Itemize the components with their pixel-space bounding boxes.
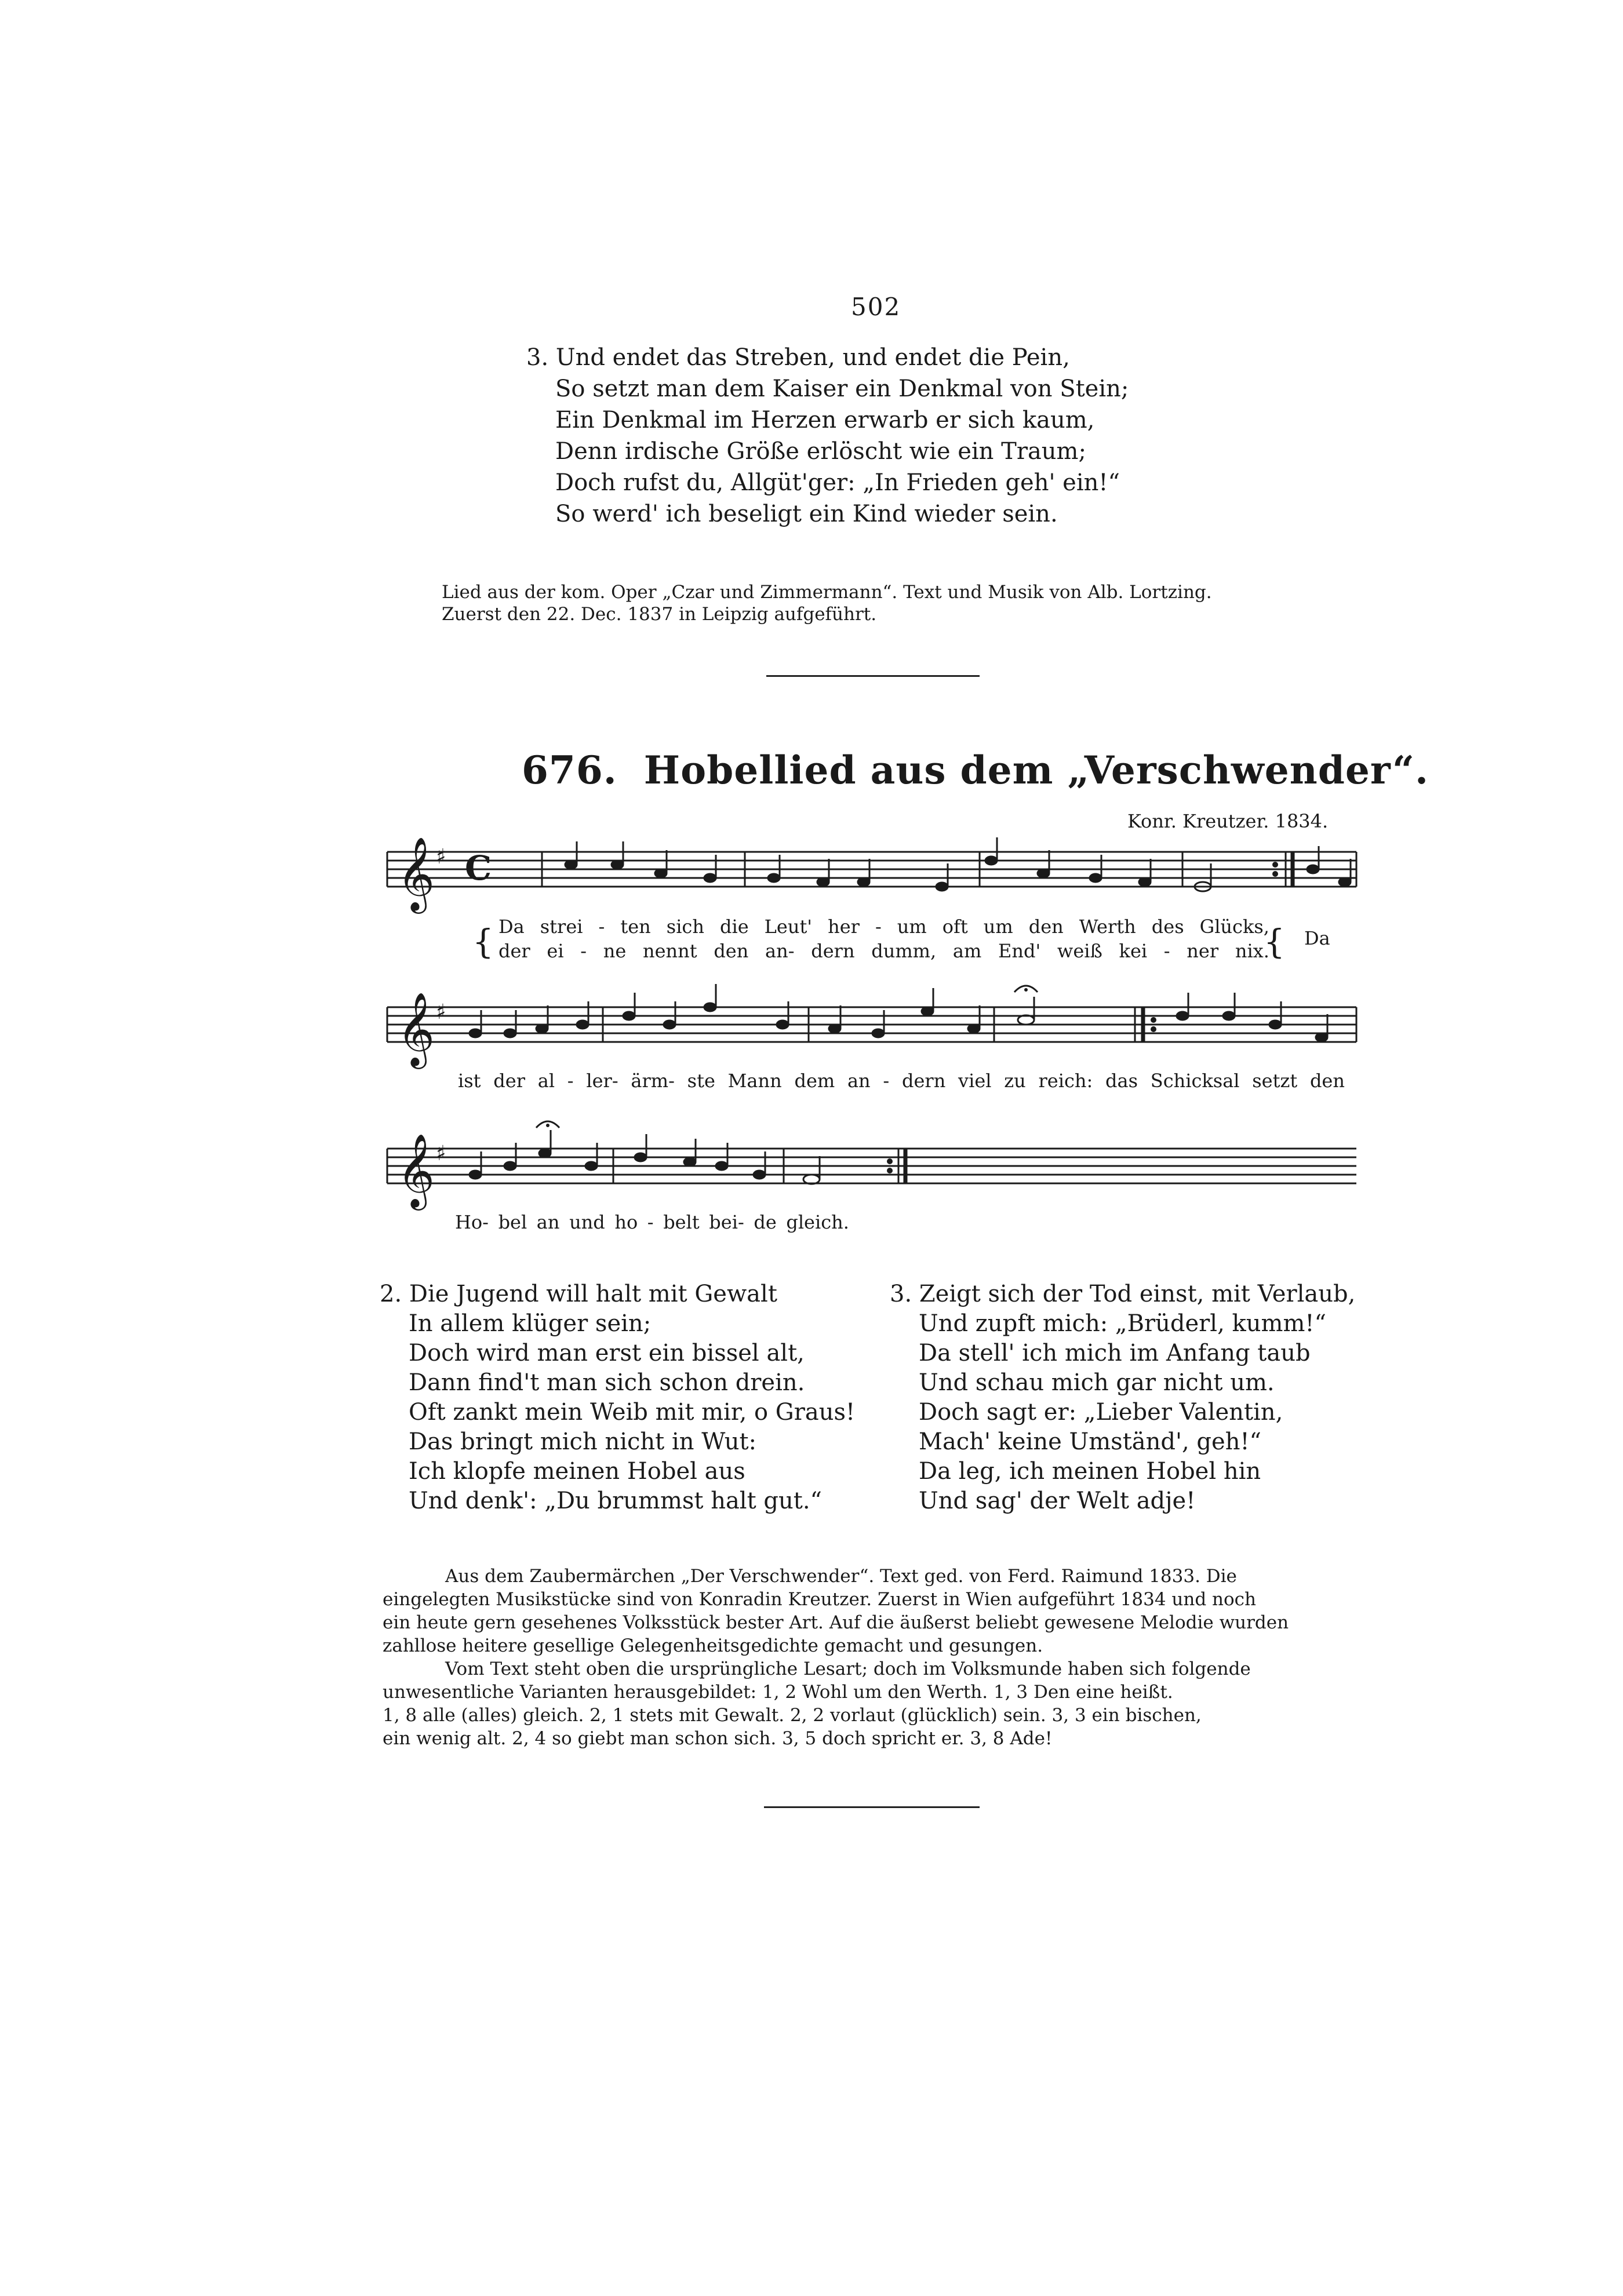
lyric-syllable: ei	[547, 940, 564, 962]
staff-system-3	[387, 1149, 1356, 1183]
svg-text:{: {	[1264, 922, 1285, 961]
lyric-syllable: des	[1151, 916, 1184, 938]
verse-line: Ich klopfe meinen Hobel aus	[409, 1458, 745, 1485]
verse-line: Und sag' der Welt adje!	[919, 1488, 1196, 1514]
verse-line: Und denk': „Du brummst halt gut.“	[409, 1488, 822, 1514]
lyric-syllable: bei-	[709, 1211, 744, 1233]
stanza-line: Denn irdische Größe erlöscht wie ein Traum;	[555, 438, 1086, 465]
verse-line: Oft zankt mein Weib mit mir, o Graus!	[409, 1399, 856, 1426]
lyric-syllable: Ho-	[455, 1211, 489, 1233]
lyric-syllable: sich	[666, 916, 704, 938]
svg-text:♯: ♯	[436, 1000, 446, 1024]
lyric-syllable: dern	[901, 1070, 946, 1092]
lyric-syllable: den	[714, 940, 749, 962]
lyric-syllable: am	[952, 940, 982, 962]
lyrics-system-1-right: Da	[1304, 927, 1330, 949]
lyric-syllable: -	[875, 916, 882, 938]
lyric-syllable: weiß	[1057, 940, 1102, 962]
verse-line: Und schau mich gar nicht um.	[919, 1369, 1275, 1396]
lyric-syllable: den	[1028, 916, 1064, 938]
commentary-line: unwesentliche Varianten herausgebildet: 1, 2 Wohl um den Werth. 1, 3 Den eine heißt.	[383, 1682, 1173, 1703]
lyric-syllable: an	[536, 1211, 560, 1233]
lyric-syllable: -	[883, 1070, 890, 1092]
lyric-syllable: der	[493, 1070, 525, 1092]
lyric-syllable: die	[719, 916, 749, 938]
lyric-syllable: um	[897, 916, 927, 938]
lyric-syllable: setzt	[1252, 1070, 1298, 1092]
verse-line: Und zupft mich: „Brüderl, kumm!“	[919, 1310, 1326, 1337]
lyric-syllable: gleich.	[786, 1211, 849, 1233]
lyric-syllable: der	[498, 940, 530, 962]
lyric-syllable: Glücks,	[1199, 916, 1269, 938]
lyric-syllable: an-	[765, 940, 795, 962]
lyric-syllable: -	[580, 940, 587, 962]
lyric-syllable: nix.	[1235, 940, 1269, 962]
lyrics-system-1-line-2	[498, 940, 1269, 962]
lyric-syllable: ner	[1187, 940, 1219, 962]
stanza-line: So werd' ich beseligt ein Kind wieder sein.	[555, 501, 1058, 527]
stanza-line: Doch rufst du, Allgüt'ger: „In Frieden geh' ein!“	[555, 469, 1120, 496]
lyric-syllable: -	[598, 916, 605, 938]
verse-line: Mach' keine Umständ', geh!“	[919, 1428, 1261, 1455]
lyric-syllable: Da	[498, 916, 525, 938]
lyric-syllable: -	[1163, 940, 1170, 962]
lyric-syllable: Werth	[1079, 916, 1136, 938]
commentary-line: zahllose heitere gesellige Gelegenheitsgedichte gemacht und gesungen.	[383, 1635, 1043, 1656]
lyric-syllable: Mann	[727, 1070, 782, 1092]
svg-text:{: {	[472, 922, 494, 961]
commentary	[383, 1565, 1289, 1750]
lyric-syllable: nennt	[643, 940, 697, 962]
verse-line: Da leg, ich meinen Hobel hin	[919, 1458, 1261, 1485]
lyric-syllable: an	[847, 1070, 871, 1092]
stanza-line: 3. Und endet das Streben, und endet die Pein,	[526, 344, 1070, 371]
page-number: 502	[851, 293, 901, 321]
lyric-syllable: strei	[540, 916, 583, 938]
verse-line: Das bringt mich nicht in Wut:	[409, 1428, 757, 1455]
lyric-syllable: dumm,	[871, 940, 937, 962]
lyric-syllable: End'	[998, 940, 1041, 962]
svg-text:𝄞: 𝄞	[397, 836, 435, 910]
lyric-syllable: oft	[942, 916, 968, 938]
notes-system-1	[565, 837, 1351, 891]
lyrics-system-3	[455, 1211, 849, 1233]
lyric-syllable: ärm-	[631, 1070, 675, 1092]
lyric-syllable: -	[567, 1070, 574, 1092]
lyric-syllable: al	[537, 1070, 555, 1092]
lyric-syllable: kei	[1119, 940, 1148, 962]
lyric-syllable: den	[1309, 1070, 1345, 1092]
verse-3	[890, 1280, 1355, 1516]
staff-system-2	[387, 1007, 1356, 1042]
verse-line: Doch wird man erst ein bissel alt,	[409, 1340, 805, 1366]
source-note-line: Zuerst den 22. Dec. 1837 in Leipzig aufgeführt.	[442, 604, 877, 625]
lyrics-system-2	[458, 1070, 1345, 1092]
source-note-line: Lied aus der kom. Oper „Czar und Zimmermann“. Text und Musik von Alb. Lortzing.	[442, 582, 1212, 603]
commentary-line: 1, 8 alle (alles) gleich. 2, 1 stets mit Gewalt. 2, 2 vorlaut (glücklich) sein. 3, 3 ein bischen,	[383, 1705, 1202, 1726]
verse-line: Doch sagt er: „Lieber Valentin,	[919, 1399, 1283, 1426]
commentary-line: eingelegten Musikstücke sind von Konradin Kreutzer. Zuerst in Wien aufgeführt 1834 und noch	[383, 1589, 1256, 1610]
lyric-syllable: reich:	[1038, 1070, 1093, 1092]
verse-2	[380, 1280, 855, 1516]
lyric-syllable: dem	[794, 1070, 835, 1092]
commentary-line: Vom Text steht oben die ursprüngliche Lesart; doch im Volksmunde haben sich folgende	[445, 1659, 1251, 1679]
lyric-syllable: ler-	[586, 1070, 618, 1092]
svg-text:♯: ♯	[436, 1142, 446, 1165]
verse-line: In allem klüger sein;	[409, 1310, 652, 1337]
lyric-syllable: um	[983, 916, 1013, 938]
svg-text:♯: ♯	[436, 845, 446, 869]
lyric-syllable: ste	[687, 1070, 715, 1092]
song-number: 676.	[522, 748, 617, 793]
verse-line: 3. Zeigt sich der Tod einst, mit Verlaub,	[890, 1281, 1356, 1307]
lyric-syllable: belt	[663, 1211, 700, 1233]
stanza-line: So setzt man dem Kaiser ein Denkmal von Stein;	[555, 376, 1129, 402]
lyric-syllable: ten	[620, 916, 651, 938]
lyric-syllable: bel	[498, 1211, 527, 1233]
composer-attribution: Konr. Kreutzer. 1834.	[1127, 810, 1329, 832]
lyric-syllable: viel	[958, 1070, 992, 1092]
lyric-syllable: Schicksal	[1150, 1070, 1240, 1092]
lyric-syllable: her	[828, 916, 860, 938]
lyric-syllable: ho	[614, 1211, 638, 1233]
verse-line: 2. Die Jugend will halt mit Gewalt	[380, 1281, 777, 1307]
stanza-line: Ein Denkmal im Herzen erwarb er sich kaum,	[555, 407, 1095, 433]
svg-text:𝄞: 𝄞	[397, 992, 435, 1066]
lyric-syllable: ne	[603, 940, 627, 962]
svg-text:C: C	[465, 848, 492, 888]
commentary-line: ein heute gern gesehenes Volksstück bester Art. Auf die äußerst beliebt gewesene Melodie wurden	[383, 1612, 1289, 1633]
section-divider	[764, 1806, 980, 1808]
lyric-syllable: -	[647, 1211, 654, 1233]
lyric-syllable: das	[1105, 1070, 1138, 1092]
lyric-syllable: de	[754, 1211, 777, 1233]
song-title-text: Hobellied aus dem „Verschwender“.	[643, 748, 1429, 793]
lyric-syllable: dern	[811, 940, 855, 962]
lyric-syllable: und	[569, 1211, 605, 1233]
lyrics-system-1-line-1	[498, 916, 1269, 938]
verse-line: Dann find't man sich schon drein.	[409, 1369, 805, 1396]
commentary-line: Aus dem Zaubermärchen „Der Verschwender“. Text ged. von Ferd. Raimund 1833. Die	[445, 1566, 1237, 1587]
lyric-syllable: zu	[1004, 1070, 1026, 1092]
svg-text:𝄞: 𝄞	[397, 1133, 435, 1207]
lyric-syllable: Leut'	[764, 916, 813, 938]
commentary-line: ein wenig alt. 2, 4 so giebt man schon sich. 3, 5 doch spricht er. 3, 8 Ade!	[383, 1728, 1053, 1749]
lyric-syllable: ist	[458, 1070, 481, 1092]
verse-line: Da stell' ich mich im Anfang taub	[919, 1340, 1311, 1366]
